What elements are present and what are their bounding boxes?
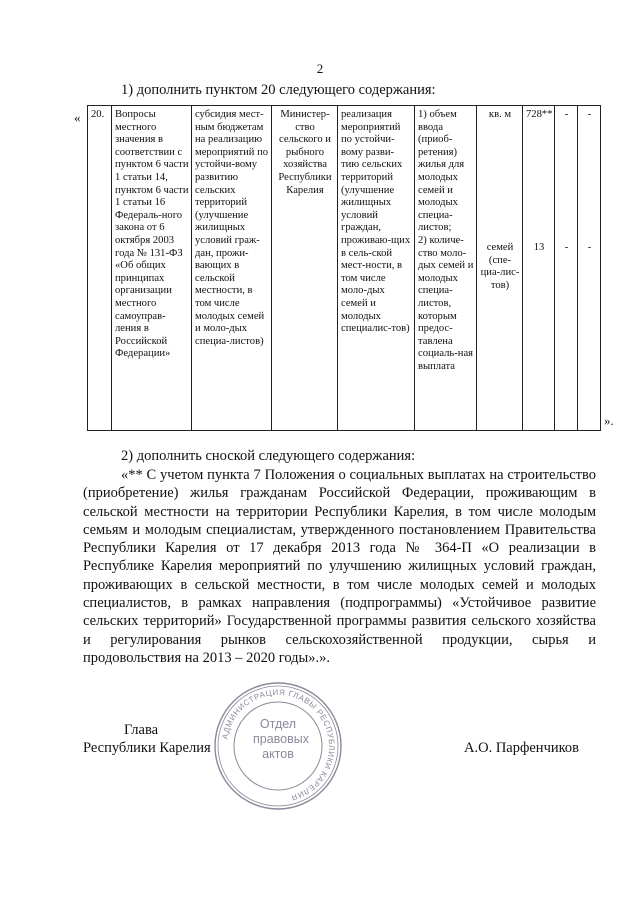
footnote-text: «** С учетом пункта 7 Положения о социальных выплатах на строительство (приобретение) жилья гражданам Российской Федерации, проживающим в сельской местности на территории Республики Карелия, в том числе молодым семьям и молодым специалистам, утвержденного постановлением Правительства Республики Карелия от 17 декабря 2013 года № 364-П «О реализации в Республике Карелия мероприятий по улучшению жилищных условий граждан, проживающих в сельской местности, в том числе молодых семей и молодых специалистов, в рамках направления (подпрограммы) «Устойчивое развитие сельских территорий» Государственной программы развития сельского хозяйства и регулирования рынков сельскохозяйственной продукции, сырья и продовольствия на 2013 – 2020 годы».». [83,467,596,666]
indicator-2: 2) количе-ство моло-дых семей и молодых специа-листов, которым предос-тавлена социаль-ная выплата [418,234,474,372]
stamp-line-3: актов [262,747,294,761]
measure-cell: реализация мероприятий по устойчи-вому разви-тию сельских территорий (улучшение жилищных условий граждан, проживаю-щих в сель-ской мест-ности, в том числе моло-дых семей и молодых специалис-тов) [338,106,415,431]
signature-title-line1: Глава [124,722,159,738]
ministry-cell: Министер-ство сельского и рыбного хозяйства Республики Карелия [272,106,338,431]
row-number: 20. [88,106,112,431]
value-2-cell: 13 [523,239,555,431]
amendment-item-2: 2) дополнить сноской следующего содержания: [121,448,416,464]
dash-cell: - [555,239,578,431]
dash-cell: - [578,239,601,431]
signer-name: А.О. Парфенчиков [464,740,580,756]
stamp-line-1: Отдел [259,717,297,731]
signature-title-line2: Республики Карелия [83,740,211,756]
dash-cell: - [578,106,601,240]
indicator-1: 1) объем ввода (приоб-ретения) жилья для молодых семей и молодых специа-листов; [418,109,465,234]
opening-quote: « [74,110,81,125]
stamp-center-text [253,717,309,762]
subsidy-cell: субсидия мест-ным бюджетам на реализацию мероприятий по устойчи-вому развитию сельских территорий (улучшение жилищных условий граж-дан, прожи-вающих в сельской местности, в том числе молодых семей и моло-дых специа-листов) [192,106,272,431]
indicators-cell [415,106,477,431]
stamp-line-2: правовых [253,732,309,746]
amendment-table [87,105,601,431]
amendment-item-1: 1) дополнить пунктом 20 следующего содержания: [121,82,436,98]
value-1-cell: 728** [523,106,555,240]
unit-1-cell: кв. м [477,106,523,240]
table-row [88,106,601,240]
dash-cell: - [555,106,578,240]
stamp-ring-text: АДМИНИСТРАЦИЯ ГЛАВЫ РЕСПУБЛИКИ КАРЕЛИЯ [220,687,337,803]
issue-cell: Вопросы местного значения в соответствии с пунктом 6 части 1 статьи 14, пунктом 6 части 1 статьи 16 Федераль-ного закона от 6 октября 2003 года № 131-ФЗ «Об общих принципах организации местного самоуправ-ления в Российской Федерации» [112,106,192,431]
page-number: 2 [316,61,324,76]
unit-2-cell: семей (спе-циа-лис-тов) [477,239,523,431]
closing-quote: ». [604,413,614,428]
